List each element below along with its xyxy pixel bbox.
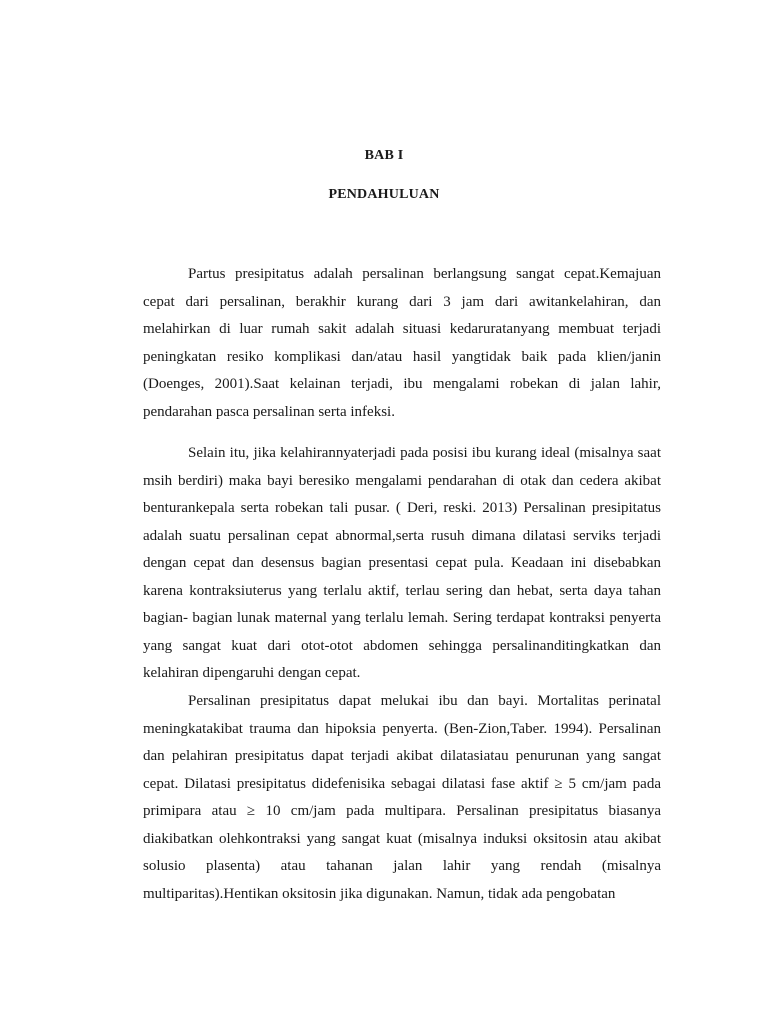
paragraph: Partus presipitatus adalah persalinan berlangsung sangat cepat.Kemajuan cepat dari persalinan, berakhir kurang dari 3 jam dari awitankelahiran, dan melahirkan di luar rumah sakit adalah situasi kedaruratanyang membuat terjadi peningkatan resiko komplikasi dan/atau hasil yangtidak baik pada klien/janin (Doenges, 2001).Saat kelainan terjadi, ibu mengalami robekan di jalan lahir, pendarahan pasca persalinan serta infeksi.	[143, 266, 661, 420]
paragraph-block-1	[143, 261, 661, 426]
paragraph-block-3	[143, 688, 661, 908]
chapter-number: BAB I	[364, 148, 404, 163]
paragraph: Selain itu, jika kelahirannyaterjadi pada posisi ibu kurang ideal (misalnya saat msih berdiri) maka bayi beresiko mengalami pendarahan di otak dan cedera akibat benturankepala serta robekan tali pusar. ( Deri, reski. 2013) Persalinan presipitatus adalah suatu persalinan cepat abnormal,serta rusuh dimana dilatasi serviks terjadi dengan cepat dan desensus bagian presentasi cepat pula. Keadaan ini disebabkan karena kontraksiuterus yang terlalu aktif, terlau sering dan hebat, serta daya tahan bagian- bagian lunak maternal yang terlalu lemah. Sering terdapat kontraksi penyerta yang sangat kuat dari otot-otot abdomen sehingga persalinanditingkatkan dan kelahiran dipengaruhi dengan cepat.	[143, 445, 661, 681]
paragraph-block-2	[143, 440, 661, 688]
paragraph: Persalinan presipitatus dapat melukai ibu dan bayi. Mortalitas perinatal meningkatakibat trauma dan hipoksia penyerta. (Ben-Zion,Taber. 1994). Persalinan dan pelahiran presipitatus dapat terjadi akibat dilatasiatau penurunan yang sangat cepat. Dilatasi presipitatus didefenisika sebagai dilatasi fase aktif ≥ 5 cm/jam pada primipara atau ≥ 10 cm/jam pada multipara. Persalinan presipitatus biasanya diakibatkan olehkontraksi yang sangat kuat (misalnya induksi oksitosin atau akibat solusio plasenta) atau tahanan jalan lahir yang rendah (misalnya multiparitas).Hentikan oksitosin jika digunakan. Namun, tidak ada pengobatan	[143, 693, 661, 902]
chapter-title: PENDAHULUAN	[328, 187, 440, 202]
